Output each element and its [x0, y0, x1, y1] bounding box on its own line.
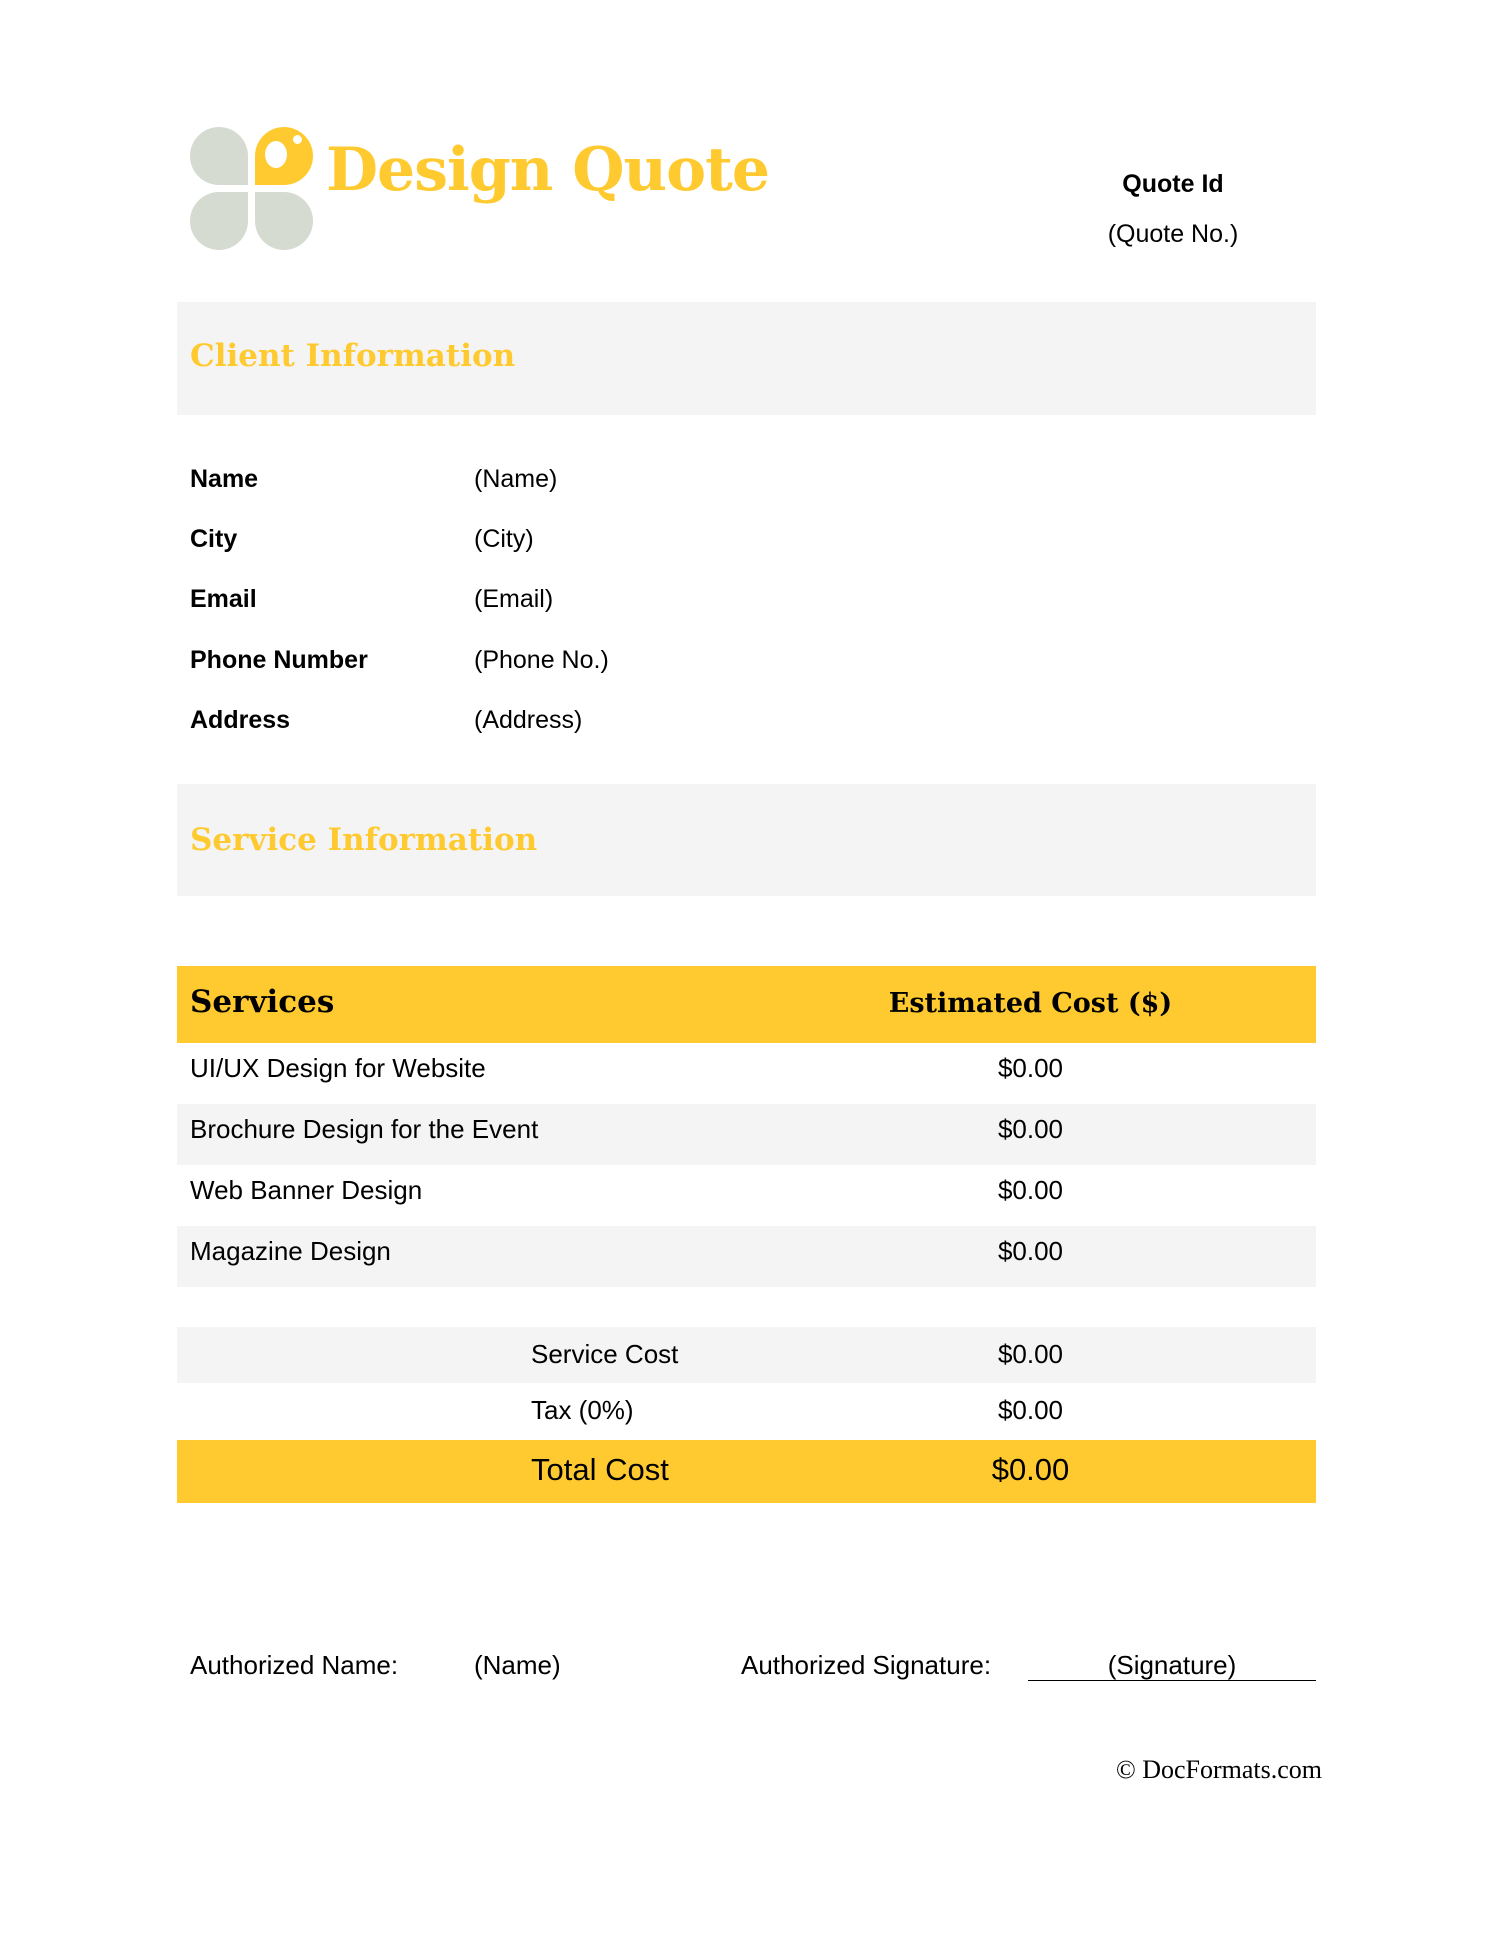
table-row: [177, 1043, 1316, 1104]
logo-petal-bottom-left: [190, 192, 248, 250]
authorized-signature-value[interactable]: (Signature): [1107, 1650, 1237, 1680]
document-title: Design Quote: [326, 135, 770, 205]
field-value-address[interactable]: (Address): [474, 706, 583, 734]
service-name[interactable]: Magazine Design: [190, 1236, 391, 1266]
tax-row: [177, 1383, 1316, 1440]
authorized-name-value[interactable]: (Name): [474, 1650, 561, 1680]
client-info-title: Client Information: [190, 338, 516, 374]
field-value-email[interactable]: (Email): [474, 585, 554, 613]
service-name[interactable]: UI/UX Design for Website: [190, 1053, 486, 1083]
logo-petal-top-left: [190, 127, 248, 185]
service-cost[interactable]: $0.00: [997, 1236, 1064, 1266]
service-info-section-header: [177, 784, 1316, 896]
services-table: [177, 966, 1316, 1287]
logo-petal-bottom-right: [255, 192, 313, 250]
table-row: [177, 1226, 1316, 1287]
service-cost[interactable]: $0.00: [997, 1053, 1064, 1083]
field-value-city[interactable]: (City): [474, 525, 534, 553]
tax-value: $0.00: [997, 1395, 1064, 1425]
column-header-estimated-cost: Estimated Cost ($): [888, 988, 1173, 1019]
service-name[interactable]: Web Banner Design: [190, 1175, 423, 1205]
total-cost-row: [177, 1440, 1316, 1503]
service-cost[interactable]: $0.00: [997, 1175, 1064, 1205]
field-label-name: Name: [190, 465, 259, 493]
logo-lens: [265, 141, 287, 168]
service-cost[interactable]: $0.00: [997, 1114, 1064, 1144]
service-cost-value: $0.00: [997, 1339, 1064, 1369]
cost-summary: [177, 1327, 1316, 1503]
logo-petal-top-right: [255, 127, 313, 185]
field-value-name[interactable]: (Name): [474, 465, 558, 493]
authorized-signature-label: Authorized Signature:: [741, 1650, 992, 1680]
copyright-notice: © DocFormats.com: [1115, 1755, 1322, 1784]
total-cost-value: $0.00: [991, 1452, 1070, 1487]
service-name[interactable]: Brochure Design for the Event: [190, 1114, 539, 1144]
field-label-city: City: [190, 525, 238, 553]
table-header: [177, 966, 1316, 1043]
client-info-section-header: [177, 302, 1316, 415]
table-row: [177, 1165, 1316, 1226]
logo-dot: [293, 135, 302, 144]
field-label-email: Email: [190, 585, 257, 613]
field-label-phone: Phone Number: [190, 646, 368, 674]
clover-camera-logo-icon: [190, 127, 315, 252]
quote-id-value: (Quote No.): [1107, 220, 1239, 248]
field-label-address: Address: [190, 706, 291, 734]
service-cost-row: [177, 1327, 1316, 1383]
quote-id-label: Quote Id: [1122, 170, 1224, 198]
service-cost-label: Service Cost: [531, 1339, 679, 1369]
field-value-phone[interactable]: (Phone No.): [474, 646, 609, 674]
total-cost-label: Total Cost: [531, 1452, 669, 1487]
table-row: [177, 1104, 1316, 1165]
service-info-title: Service Information: [190, 822, 538, 858]
column-header-services: Services: [190, 984, 335, 1020]
authorized-name-label: Authorized Name:: [190, 1650, 399, 1680]
tax-label: Tax (0%): [531, 1395, 634, 1425]
signature-line: [1028, 1680, 1316, 1681]
